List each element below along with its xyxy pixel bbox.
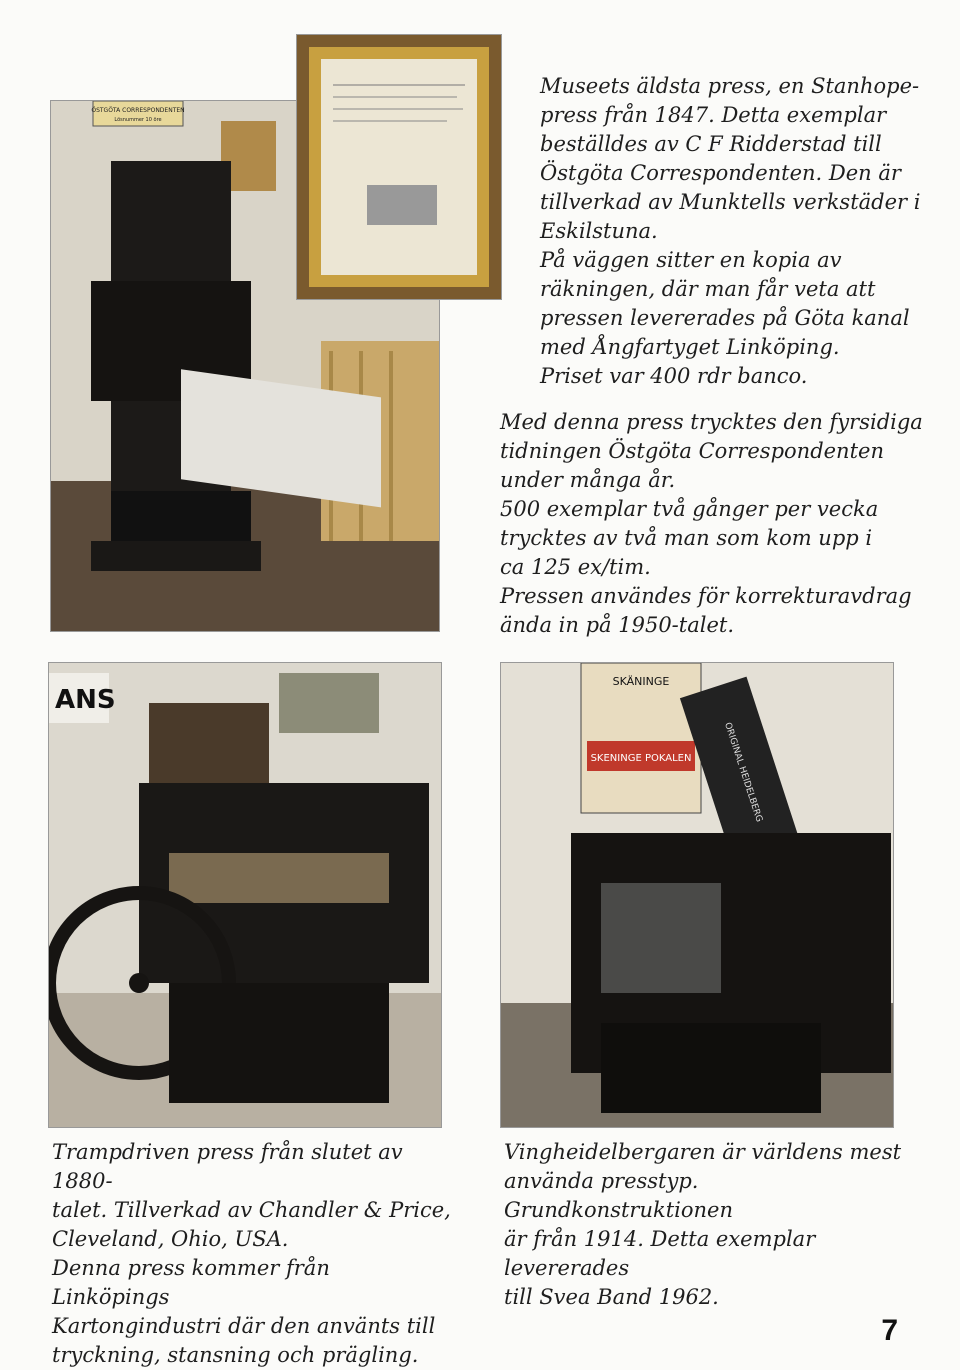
caption-line: Cleveland, Ohio, USA. (52, 1227, 289, 1251)
caption-line: Priset var 400 rdr banco. (540, 364, 808, 388)
caption-line: till Svea Band 1962. (504, 1285, 719, 1309)
page-number: 7 (881, 1314, 898, 1347)
caption-line: tryckning, stansning och prägling. (52, 1343, 419, 1367)
framed-invoice-photo (296, 34, 502, 300)
caption-line: använda presstyp. Grundkonstruktionen (504, 1169, 733, 1222)
nameplate-text: ORIGINAL HEIDELBERG (722, 721, 764, 824)
caption-line: räkningen, där man får veta att (540, 277, 876, 301)
caption-line: är från 1914. Detta exemplar levererades (504, 1227, 816, 1280)
heidelberg-press-photo (500, 662, 894, 1128)
caption-line: Pressen användes för korrekturavdrag (500, 584, 912, 608)
stanhope-history-caption (540, 72, 940, 391)
caption-line: Denna press kommer från Linköpings (52, 1256, 330, 1309)
chandler-price-press-photo (48, 662, 442, 1128)
caption-line: Museets äldsta press, en Stanhope- (540, 74, 920, 98)
caption-line: tidningen Östgöta Correspondenten (500, 439, 884, 463)
caption-line: talet. Tillverkad av Chandler & Price, (52, 1198, 451, 1222)
caption-line: trycktes av två man som kom upp i (500, 526, 873, 550)
caption-line: På väggen sitter en kopia av (540, 248, 842, 272)
caption-line: Vingheidelbergaren är världens mest (504, 1140, 902, 1164)
caption-line: under många år. (500, 468, 676, 492)
chandler-caption (52, 1138, 452, 1370)
wall-sign-price: Lösnummer 10 öre (114, 117, 162, 123)
caption-line: Östgöta Correspondenten. Den är (540, 161, 901, 185)
wall-sign-text: ANS (55, 685, 116, 715)
caption-line: tillverkad av Munktells verkstäder i (540, 190, 921, 214)
caption-line: ca 125 ex/tim. (500, 555, 651, 579)
caption-line: press från 1847. Detta exemplar (540, 103, 887, 127)
poster-trophy: SKENINGE POKALEN (590, 753, 692, 764)
caption-line: ända in på 1950-talet. (500, 613, 734, 637)
wall-sign-title: ÖSTGÖTA CORRESPONDENTEN (91, 107, 185, 114)
caption-line: med Ångfartyget Linköping. (540, 335, 840, 359)
caption-line: Trampdriven press från slutet av 1880- (52, 1140, 403, 1193)
caption-line: beställdes av C F Ridderstad till (540, 132, 882, 156)
caption-line: Kartongindustri där den använts till (52, 1314, 436, 1338)
caption-line: Med denna press trycktes den fyrsidiga (500, 410, 923, 434)
caption-line: 500 exemplar två gånger per vecka (500, 497, 879, 521)
poster-heading: SKÄNINGE (612, 675, 670, 688)
stanhope-usage-caption (500, 408, 940, 640)
caption-line: pressen levererades på Göta kanal (540, 306, 910, 330)
caption-line: Eskilstuna. (540, 219, 658, 243)
heidelberg-caption (504, 1138, 924, 1312)
